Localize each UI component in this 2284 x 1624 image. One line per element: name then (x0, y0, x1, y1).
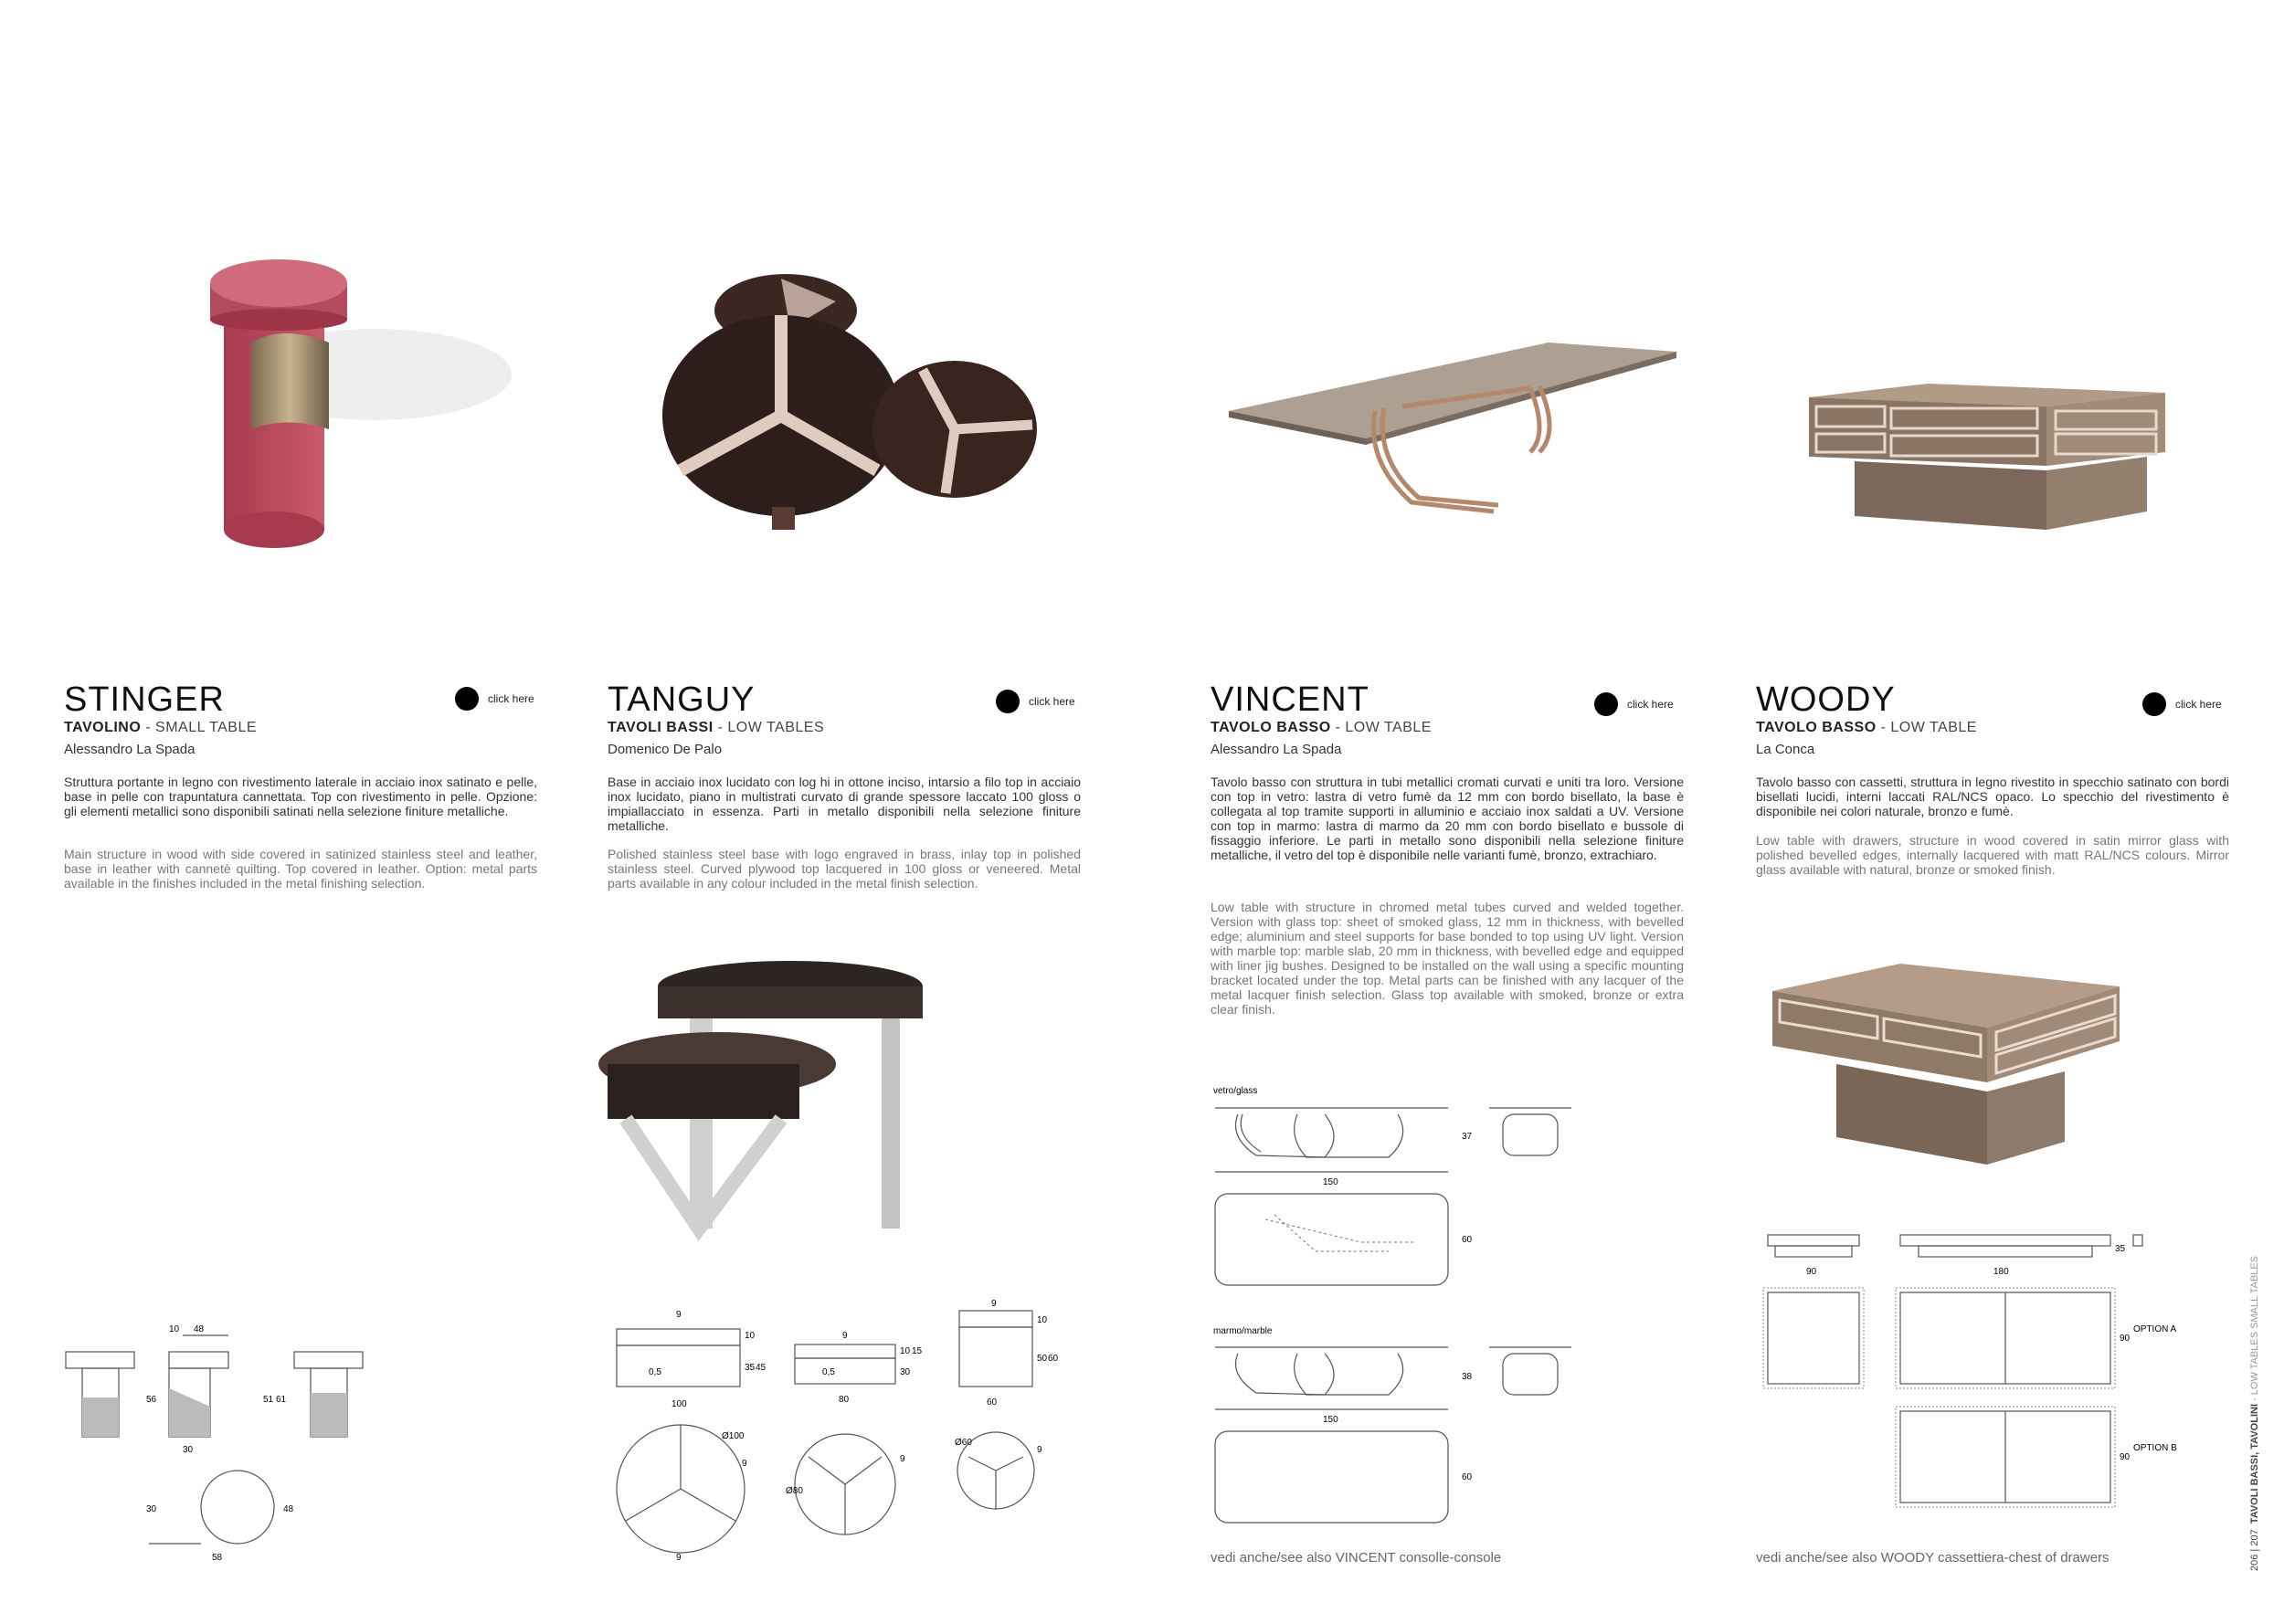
product-title: WOODY (1756, 680, 1896, 719)
dim-label: 38 (1462, 1372, 1473, 1382)
click-here-label: click here (1627, 698, 1674, 711)
description-en: Low table with structure in chromed metal tubes curved and welded together. Version with glass top: sheet of smoked glass, 12 mm in thickness, with bevelled edge; aluminium and steel supports for base bonded to top using UV light. Version with marble top: marble slab, 20 mm in thickness, with bevelled edge and equipped with liner jig bushes. Designed to be installed on the wall using a specific mounting bracket located under the top. Metal parts can be finished with any lacquer of the metal lacquer finish selection. Glass top available with smoked, bronze or extra clear finish. (1211, 900, 1684, 1017)
click-here-label: click here (488, 692, 534, 705)
vincent-technical-drawing (1206, 1082, 1608, 1539)
dim-label: 9 (676, 1310, 682, 1320)
type-en: LOW TABLES (727, 720, 825, 735)
woody-photo (1800, 384, 2174, 539)
dim-label: 0,5 (649, 1367, 661, 1377)
type-it: TAVOLINO (64, 720, 142, 735)
see-also: vedi anche/see also WOODY cassettiera-chest of drawers (1756, 1550, 2110, 1566)
dim-label: 10 (169, 1324, 180, 1334)
dim-label: 9 (991, 1299, 997, 1309)
dim-label: 30 (900, 1367, 911, 1377)
product-title: VINCENT (1211, 680, 1369, 719)
designer: Alessandro La Spada (64, 742, 196, 757)
type-it: TAVOLO BASSO (1211, 720, 1331, 735)
dim-label: 9 (676, 1553, 682, 1563)
page-side-caption (2249, 1256, 2260, 1571)
dim-label: 180 (1993, 1267, 2009, 1277)
dim-label: 45 (756, 1363, 767, 1373)
product-subtitle: TAVOLINO - SMALL TABLE (64, 720, 258, 735)
dim-label: 37 (1462, 1132, 1473, 1142)
dim-label: 0,5 (822, 1367, 835, 1377)
dim-label: 30 (146, 1504, 157, 1514)
dim-label: 60 (987, 1397, 998, 1408)
dim-label: 100 (671, 1399, 687, 1409)
type-en: LOW TABLE (1890, 720, 1977, 735)
dim-label: Ø60 (955, 1438, 972, 1448)
circle-icon (1594, 692, 1618, 716)
see-also: vedi anche/see also VINCENT consolle-console (1211, 1550, 1502, 1566)
dim-label: 60 (1462, 1472, 1473, 1482)
tanguy-photo (653, 260, 1055, 543)
stinger-technical-drawing (55, 1324, 384, 1571)
page-numbers: 206 | 207 (2249, 1529, 2260, 1571)
dim-label: 60 (1462, 1235, 1473, 1245)
dim-label: 9 (900, 1454, 905, 1464)
dim-label: 9 (1037, 1445, 1042, 1455)
tanguy-technical-drawing (603, 1297, 1060, 1562)
dim-label: 9 (742, 1459, 747, 1469)
dim-label: 30 (183, 1445, 194, 1455)
dim-label: 150 (1323, 1177, 1338, 1187)
description-en: Polished stainless steel base with logo engraved in brass, inlay top in polished stainless steel. Curved plywood top lacquered in 100 gloss or veneered. Metal parts available in any colour included in the metal finish selection. (608, 847, 1081, 891)
designer: La Conca (1756, 742, 1815, 757)
dim-label: Ø80 (786, 1486, 803, 1496)
description-en: Low table with drawers, structure in wood covered in satin mirror glass with polished bevelled edges, internally lacquered with matt RAL/NCS colours. Mirror glass available with natural, bronze or smoked finish. (1756, 833, 2229, 877)
dim-label: 10 (1037, 1315, 1048, 1325)
type-en: SMALL TABLE (155, 720, 258, 735)
description-en: Main structure in wood with side covered in satinized stainless steel and leather, base in leather with cannetè quilting. Top covered in leather. Option: metal parts available in the finishes included in the metal finishing selection. (64, 847, 537, 891)
dim-label: 58 (212, 1553, 223, 1563)
designer: Domenico De Palo (608, 742, 723, 757)
dim-label: 48 (283, 1504, 294, 1514)
dim-label: 150 (1323, 1415, 1338, 1425)
circle-icon (2142, 692, 2166, 716)
label-glass: vetro/glass (1213, 1086, 1258, 1096)
section-label-en: - LOW TABLES SMALL TABLES (2249, 1255, 2260, 1404)
dim-label: 60 (1048, 1354, 1059, 1364)
click-here-label: click here (2175, 698, 2222, 711)
vincent-photo (1220, 324, 1686, 553)
dim-label: 90 (2120, 1452, 2131, 1462)
type-it: TAVOLO BASSO (1756, 720, 1877, 735)
click-here-link[interactable] (1594, 692, 1674, 716)
description-it: Base in acciaio inox lucidato con log hi in ottone inciso, intarsio a filo top in acciaio inox lucidato, piano in multistrati curvato di grande spessore laccato 100 gloss o impiallacciato in essenza. Parti in metallo disponibili nella selezione finiture metalliche. (608, 775, 1081, 833)
description-it: Tavolo basso con struttura in tubi metallici cromati curvati e uniti tra loro. Versione con top in vetro: lastra di vetro fumè da 12 mm con bordo bisellato, la base è collegata al top tramite supporti in alluminio e acciaio inox saldati a UV. Versione con top in marmo: lastra di marmo da 20 mm con bordo bisellato e bussole di fissaggio inferiore. Le parti in metallo sono disponibili nella selezione finiture metalliche, il vetro del top è disponibile nelle varianti fumè, bronzo, extrachiaro. (1211, 775, 1684, 862)
circle-icon (996, 690, 1020, 713)
section-label: TAVOLI BASSI, TAVOLINI (2249, 1404, 2260, 1524)
dim-label: 80 (839, 1395, 850, 1405)
description-it: Tavolo basso con cassetti, struttura in legno rivestito in specchio satinato con bordi bisellati lucidi, interni laccati RAL/NCS opaco. Lo specchio del rivestimento è disponibile nei colori naturale, bronzo e fumè. (1756, 775, 2229, 818)
label-marble: marmo/marble (1213, 1326, 1273, 1336)
product-title: STINGER (64, 680, 225, 719)
click-here-link[interactable] (996, 690, 1075, 713)
click-here-link[interactable] (455, 687, 534, 711)
click-here-link[interactable] (2142, 692, 2222, 716)
dim-label: 61 (276, 1395, 287, 1405)
dim-label: 51 (263, 1395, 274, 1405)
type-en: LOW TABLE (1345, 720, 1432, 735)
dim-label: 56 (146, 1395, 157, 1405)
product-title: TANGUY (608, 680, 756, 719)
dim-label: 48 (194, 1324, 205, 1334)
dim-label: 90 (2120, 1334, 2131, 1344)
dim-label: 10 (900, 1346, 911, 1356)
product-subtitle: TAVOLO BASSO - LOW TABLE (1756, 720, 1977, 735)
product-subtitle: TAVOLO BASSO - LOW TABLE (1211, 720, 1432, 735)
circle-icon (455, 687, 479, 711)
stinger-photo (183, 256, 512, 575)
click-here-label: click here (1029, 695, 1075, 708)
woody-technical-drawing (1750, 1224, 2177, 1516)
dim-label: 35 (745, 1363, 756, 1373)
woody-photo-2 (1763, 964, 2138, 1174)
description-it: Struttura portante in legno con rivestimento laterale in acciaio inox satinato e pelle, base in pelle con trapuntatura cannettata. Top con rivestimento in pelle. Opzione: gli elementi metallici sono disponibili satinati nella selezione finiture metalliche. (64, 775, 537, 818)
option-b-label: OPTION B (2133, 1443, 2177, 1453)
type-it: TAVOLI BASSI (608, 720, 714, 735)
product-subtitle: TAVOLI BASSI - LOW TABLES (608, 720, 825, 735)
dim-label: 9 (842, 1331, 848, 1341)
dim-label: 10 (745, 1331, 756, 1341)
dim-label: Ø100 (722, 1431, 745, 1441)
option-a-label: OPTION A (2133, 1324, 2177, 1334)
tanguy-photo-2 (608, 954, 927, 1256)
dim-label: 35 (2115, 1244, 2126, 1254)
dim-label: 90 (1806, 1267, 1817, 1277)
dim-label: 15 (912, 1346, 923, 1356)
dim-label: 50 (1037, 1354, 1048, 1364)
designer: Alessandro La Spada (1211, 742, 1342, 757)
